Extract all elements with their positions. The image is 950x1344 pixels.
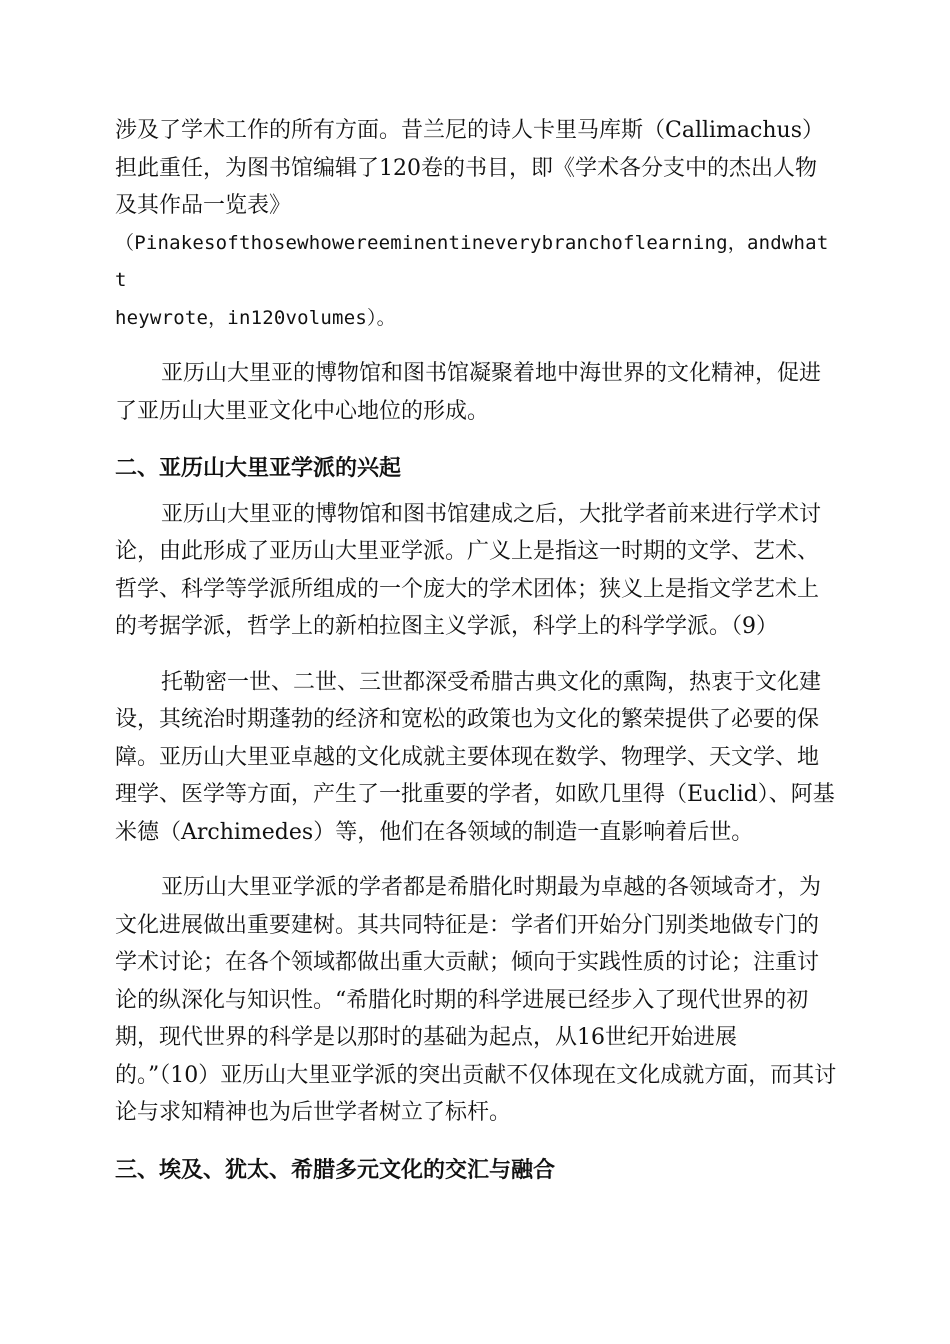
- paragraph-callimachus: [115, 112, 837, 337]
- text-line: 担此重任，为图书馆编辑了120卷的书目，即《学术各分支中的杰出人物: [115, 155, 817, 181]
- paragraph-museum-library: 亚历山大里亚的博物馆和图书馆凝聚着地中海世界的文化精神，促进了亚历山大里亚文化中心地位的形成。: [115, 361, 822, 424]
- document-body: [115, 112, 837, 1189]
- paragraph-scholars-part2: 的。”（10）亚历山大里亚学派的突出贡献不仅体现在文化成就方面，而其讨论与求知精神也为后世学者树立了标杆。: [115, 1062, 837, 1125]
- latin-title-line: （Pinakesofthosewhowereeminentineverybranchoflearning，andwhatt: [115, 231, 829, 291]
- text-line: 及其作品一览表》: [115, 193, 292, 218]
- latin-title-line: heywrote，in120volumes）。: [115, 306, 396, 329]
- paragraph-scholars-part1: 亚历山大里亚学派的学者都是希腊化时期最为卓越的各领域奇才，为文化进展做出重要建树。其共同特征是：学者们开始分门别类地做专门的学术讨论；在各个领域都做出重大贡献；倾向于实践性质的讨论；注重讨论的纵深化与知识性。“希腊化时期的科学进展已经步入了现代世界的初期，现代世界的科学是以那时的基础为起点，从16世纪开始进展: [115, 875, 822, 1050]
- paragraph-scholars: [115, 869, 837, 1132]
- section-heading-3: 三、埃及、犹太、希腊多元文化的交汇与融合: [115, 1157, 556, 1183]
- paragraph-ptolemy: 托勒密一世、二世、三世都深受希腊古典文化的熏陶，热衷于文化建设，其统治时期蓬勃的经济和宽松的政策也为文化的繁荣提供了必要的保障。亚历山大里亚卓越的文化成就主要体现在数学、物理学、天文学、地理学、医学等方面，产生了一批重要的学者，如欧几里得（Euclid）、阿基米德（Archimedes）等，他们在各领域的制造一直影响着后世。: [115, 669, 835, 845]
- paragraph-school-rise: 亚历山大里亚的博物馆和图书馆建成之后，大批学者前来进行学术讨论，由此形成了亚历山大里亚学派。广义上是指这一时期的文学、艺术、哲学、科学等学派所组成的一个庞大的学术团体；狭义上是指文学艺术上的考据学派，哲学上的新柏拉图主义学派，科学上的科学学派。（9）: [115, 501, 822, 639]
- text-line: 涉及了学术工作的所有方面。昔兰尼的诗人卡里马库斯（Callimachus）: [115, 118, 824, 143]
- section-heading-2: 二、亚历山大里亚学派的兴起: [115, 456, 402, 481]
